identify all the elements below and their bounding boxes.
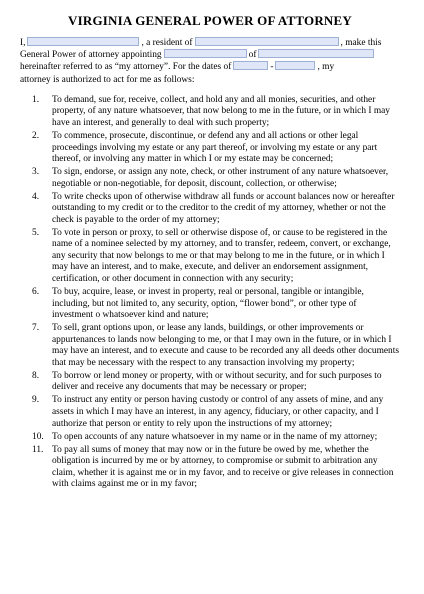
authorized-label: attorney is authorized to act for me as follows: — [20, 74, 195, 85]
power-number: 2. — [32, 130, 40, 141]
power-item — [20, 167, 400, 190]
my-label: , my — [317, 62, 335, 73]
power-text: To buy, acquire, lease, or invest in property, real or personal, tangible or intangible, including, but not limited to, any security, option, “flower bond”, or other type of investment o whatsoever kind and nature; — [52, 287, 364, 321]
power-text: To open accounts of any nature whatsoever in my name or in the name of my attorney; — [52, 431, 378, 442]
intro-line-1 — [20, 37, 400, 49]
power-text: To sell, grant options upon, or lease any lands, buildings, or other improvements or appurtenances to lands now belonging to me, or that I may own in the future, or in which I may have an interest, and to execute and cause to be recorded any all deeds other documents that may be necessary with the respect to any transaction involving my property; — [52, 323, 399, 368]
i-label: I, — [20, 38, 26, 48]
resident-of-label: , a resident of — [141, 38, 193, 48]
power-item — [20, 395, 400, 430]
intro-line-2 — [20, 49, 400, 61]
power-text: To demand, sue for, receive, collect, and hold any and all monies, securities, and other property, of any nature whatsoever, that now belong to me in the future, or in which I may have an interest, and generally to deal with such property; — [52, 94, 390, 128]
attorney-residence-field[interactable] — [258, 49, 374, 58]
power-number: 7. — [32, 323, 40, 334]
power-text: To commence, prosecute, discontinue, or defend any and all actions or other legal proceedings involving my estate or any part thereof, or involving my estate or any part thereof, or involving any matter in which I or my estate may be concerned; — [52, 130, 378, 165]
power-number: 9. — [32, 395, 40, 406]
make-this-label: , make this — [340, 38, 382, 48]
power-item — [20, 432, 400, 444]
power-item — [20, 287, 400, 322]
power-item — [20, 192, 400, 227]
power-number: 8. — [32, 370, 40, 381]
power-number: 3. — [32, 167, 40, 178]
intro-line-3 — [20, 61, 400, 73]
power-number: 5. — [32, 227, 40, 238]
power-number: 4. — [32, 191, 40, 202]
power-text: To instruct any entity or person having custody or control of any assets of mine, and any assets in which I may have an interest, in any agency, fiduciary, or other capacity, and I authorize that person or entity to rely upon the instructions of my attorney; — [52, 395, 384, 429]
principal-name-field[interactable] — [27, 37, 139, 46]
power-text: To pay all sums of money that may now or in the future be owed by me, whether the obligation is incurred by me or by attorney, to compromise or submit to arbitration any claim, whether it is against me or in my favor, and to receive or give releases in connection with claims against me or in my favor; — [52, 444, 394, 490]
power-item — [20, 228, 400, 286]
document-title: VIRGINIA GENERAL POWER OF ATTORNEY — [68, 13, 352, 28]
general-poa-label: General Power of attorney appointing — [20, 50, 162, 61]
power-item — [20, 445, 400, 491]
power-number: 1. — [32, 94, 40, 105]
power-text: To vote in person or proxy, to sell or otherwise dispose of, or cause to be registered in the name of a nominee selected by my attorney, and to transfer, redeem, convert, or exchange, any security that now belongs to me or that may belong to me in the future, or in which I may have an interest, and to make, execute, and deliver an endorsement assignment, certification, or other document in connection with any security; — [52, 227, 391, 285]
start-date-field[interactable] — [233, 61, 268, 70]
power-text: To sign, endorse, or assign any note, check, or other instrument of any nature whatsoever, negotiable or non-negotiable, for deposit, discount, collection, or otherwise; — [52, 167, 389, 189]
end-date-field[interactable] — [275, 61, 315, 70]
of-label: of — [248, 50, 257, 61]
power-number: 11. — [32, 444, 44, 455]
power-item — [20, 371, 400, 394]
date-dash: - — [270, 62, 274, 73]
power-item — [20, 131, 400, 166]
power-text: To borrow or lend money or property, with or without security, and for such purposes to deliver and receive any documents that may be necessary or proper; — [52, 370, 382, 393]
powers-list — [20, 95, 400, 491]
power-item — [20, 95, 400, 130]
power-number: 6. — [32, 287, 40, 298]
intro-paragraph — [20, 37, 400, 86]
intro-line-4 — [20, 74, 400, 86]
principal-residence-field[interactable] — [195, 37, 339, 46]
power-item — [20, 323, 400, 369]
power-number: 10. — [32, 431, 44, 442]
hereinafter-label: hereinafter referred to as “my attorney”. For the dates of — [20, 62, 232, 73]
attorney-name-field[interactable] — [164, 49, 247, 58]
power-text: To write checks upon of otherwise withdraw all funds or account balances now or hereafter outstanding to my credit or to the creditor to the credit of my attorney, whether or not the check is payable to the order of my attorney; — [52, 191, 395, 225]
